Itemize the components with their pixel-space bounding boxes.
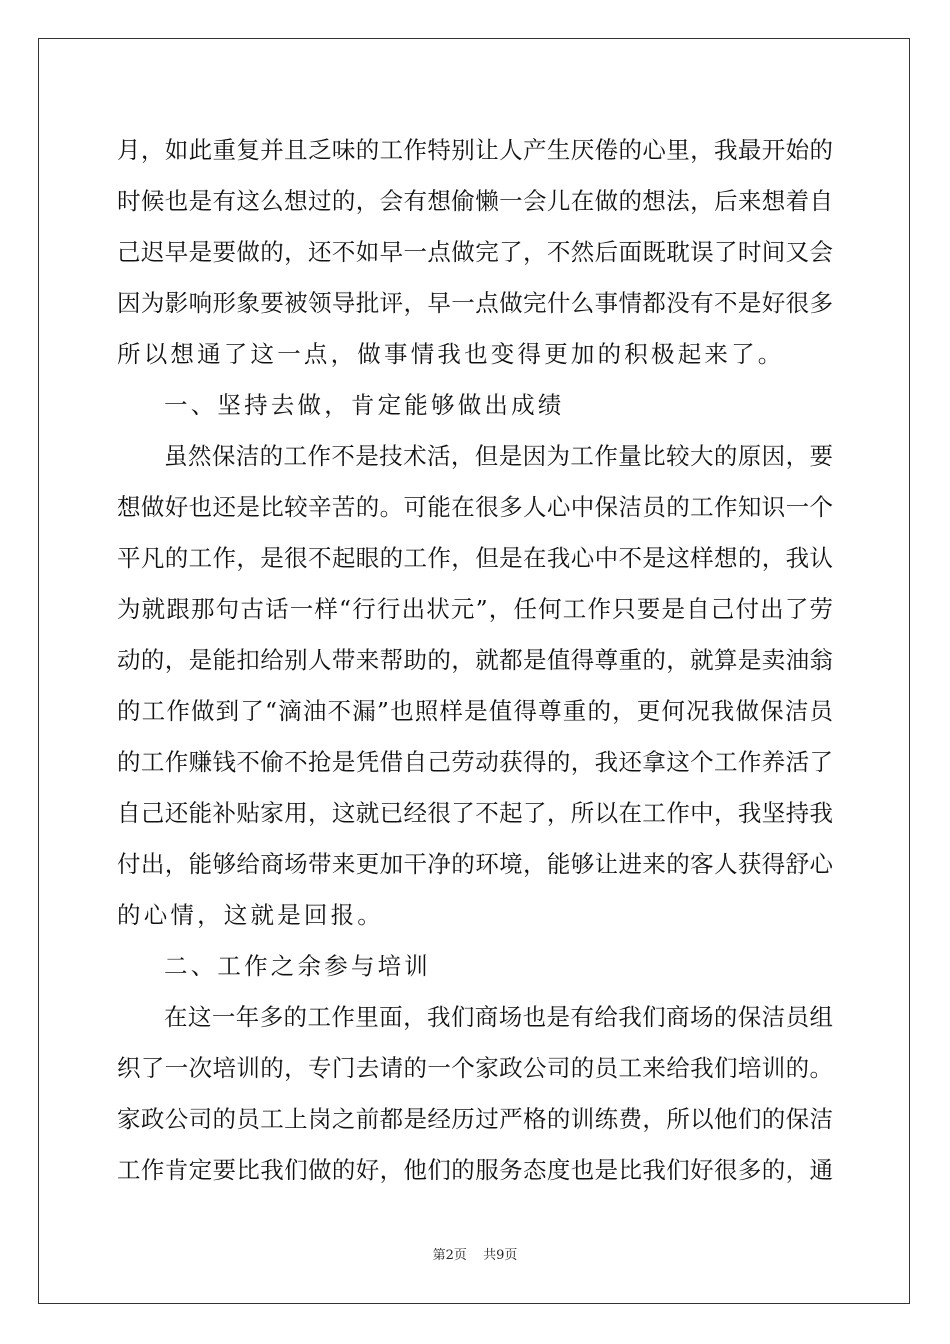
body-line: 月，如此重复并且乏味的工作特别让人产生厌倦的心里，我最开始的 [117, 136, 833, 164]
document-body [117, 128, 833, 1199]
body-line: 所以想通了这一点，做事情我也变得更加的积极起来了。 [117, 340, 785, 368]
body-line: 的心情，这就是回报。 [117, 901, 384, 929]
body-line: 的工作赚钱不偷不抢是凭借自己劳动获得的，我还拿这个工作养活了 [117, 748, 833, 776]
page-footer [0, 1244, 950, 1263]
body-line: 的工作做到了“滴油不漏”也照样是值得尊重的，更何况我做保洁员 [117, 697, 833, 725]
body-line: 付出，能够给商场带来更加干净的环境，能够让进来的客人获得舒心 [117, 850, 833, 878]
page-number: 第2页 [432, 1248, 467, 1263]
body-line: 虽然保洁的工作不是技术活，但是因为工作量比较大的原因，要 [164, 442, 833, 470]
body-line: 家政公司的员工上岗之前都是经历过严格的训练费，所以他们的保洁 [117, 1105, 833, 1133]
body-line: 织了一次培训的，专门去请的一个家政公司的员工来给我们培训的。 [117, 1054, 833, 1082]
body-line: 工作肯定要比我们做的好，他们的服务态度也是比我们好很多的，通 [117, 1156, 833, 1184]
total-pages: 共9页 [483, 1248, 518, 1263]
body-line: 因为影响形象要被领导批评，早一点做完什么事情都没有不是好很多 [117, 289, 833, 317]
section-heading: 二、工作之余参与培训 [164, 952, 431, 980]
body-line: 在这一年多的工作里面，我们商场也是有给我们商场的保洁员组 [164, 1003, 833, 1031]
body-line: 时候也是有这么想过的，会有想偷懒一会儿在做的想法，后来想着自 [117, 187, 833, 215]
body-line: 己迟早是要做的，还不如早一点做完了，不然后面既耽误了时间又会 [117, 238, 833, 266]
body-line: 为就跟那句古话一样“行行出状元”，任何工作只要是自己付出了劳 [117, 595, 833, 623]
body-line: 动的，是能扣给别人带来帮助的，就都是值得尊重的，就算是卖油翁 [117, 646, 833, 674]
body-line: 想做好也还是比较辛苦的。可能在很多人心中保洁员的工作知识一个 [117, 493, 833, 521]
body-line: 自己还能补贴家用，这就已经很了不起了，所以在工作中，我坚持我 [117, 799, 833, 827]
body-line: 平凡的工作，是很不起眼的工作，但是在我心中不是这样想的，我认 [117, 544, 833, 572]
section-heading: 一、坚持去做，肯定能够做出成绩 [164, 391, 565, 419]
